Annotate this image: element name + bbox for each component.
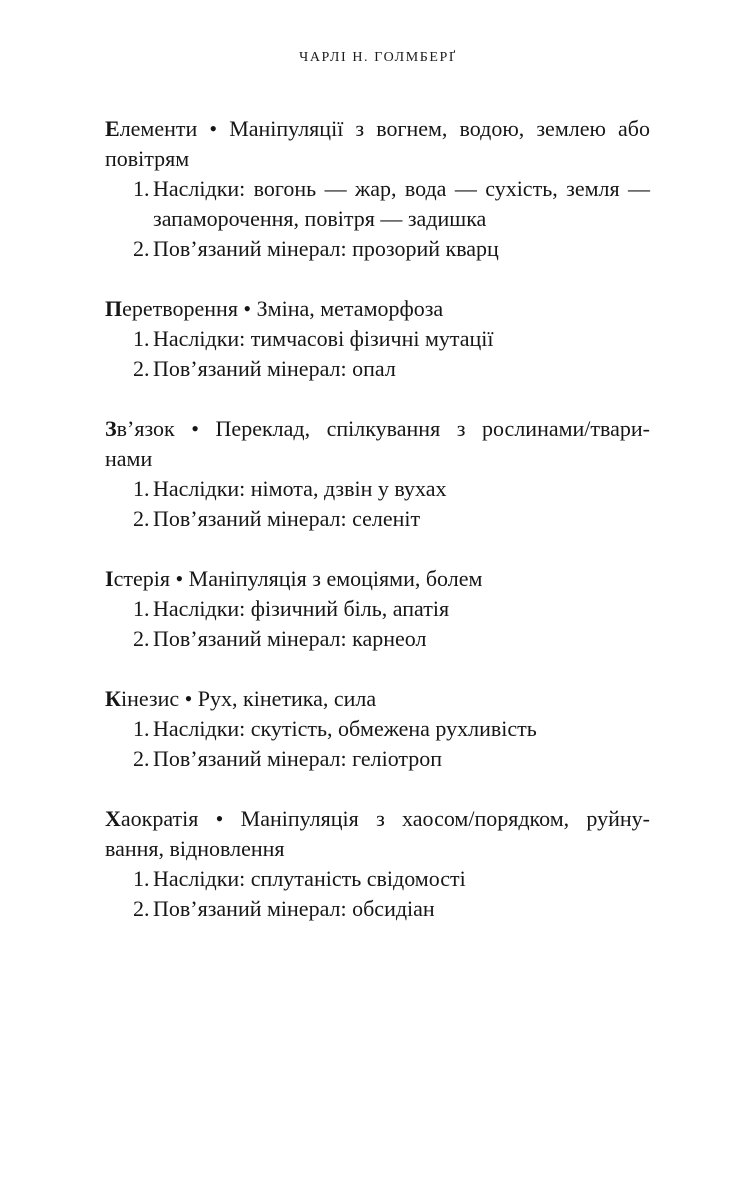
running-head: ЧАРЛІ Н. ГОЛМБЕРҐ [299, 50, 457, 65]
discipline-list [105, 714, 650, 774]
item-text [153, 744, 650, 774]
item-text [153, 234, 650, 264]
discipline-list [105, 474, 650, 534]
discipline-heading [105, 294, 650, 324]
heading-line: вання, відновлення [105, 836, 285, 861]
list-item [133, 504, 650, 534]
item-text [153, 864, 650, 894]
item-number: 2. [133, 236, 150, 261]
item-line: Наслідки: німота, дзвін у вухах [153, 476, 447, 501]
item-line: Пов’язаний мінерал: обсидіан [153, 896, 435, 921]
list-item [133, 594, 650, 624]
heading-line-text: лементи • Маніпуляції з вогнем, водою, землею або [119, 116, 650, 141]
item-number: 1. [133, 476, 150, 501]
discipline-heading [105, 804, 650, 864]
item-line: Наслідки: тимчасові фізичні мутації [153, 326, 494, 351]
item-number: 1. [133, 716, 150, 741]
item-text [153, 174, 650, 234]
list-item [133, 324, 650, 354]
discipline-section [105, 804, 650, 924]
page-content [0, 114, 756, 924]
item-number: 1. [133, 176, 150, 201]
heading-line-text: в’язок • Переклад, спілкування з рослинами/твари- [116, 416, 650, 441]
discipline-list [105, 594, 650, 654]
list-item [133, 894, 650, 924]
item-line: Наслідки: сплутаність свідомості [153, 866, 466, 891]
item-text [153, 474, 650, 504]
item-text [153, 354, 650, 384]
heading-line: повітрям [105, 146, 190, 171]
heading-line-text: еретворення • Зміна, метаморфоза [122, 296, 444, 321]
discipline-initial: Е [105, 116, 120, 141]
item-number: 1. [133, 866, 150, 891]
list-item [133, 474, 650, 504]
item-line: Наслідки: фізичний біль, апатія [153, 596, 450, 621]
item-line: Пов’язаний мінерал: карнеол [153, 626, 427, 651]
list-item [133, 864, 650, 894]
item-line: Наслідки: вогонь — жар, вода — сухість, земля — [153, 176, 650, 201]
list-item [133, 174, 650, 234]
list-item [133, 624, 650, 654]
item-number: 2. [133, 356, 150, 381]
item-text [153, 594, 650, 624]
heading-line [105, 804, 650, 834]
discipline-initial: З [105, 416, 117, 441]
item-text [153, 624, 650, 654]
heading-line-text: аократія • Маніпуляція з хаосом/порядком, руйну- [120, 806, 650, 831]
heading-line [105, 114, 650, 144]
item-number: 2. [133, 626, 150, 651]
item-line: Пов’язаний мінерал: геліотроп [153, 746, 443, 771]
discipline-heading [105, 114, 650, 174]
heading-line-text: стерія • Маніпуляція з емоціями, болем [113, 566, 483, 591]
item-line: Пов’язаний мінерал: прозорий кварц [153, 236, 499, 261]
list-item [133, 354, 650, 384]
discipline-heading [105, 684, 650, 714]
item-number: 2. [133, 896, 150, 921]
discipline-initial: І [105, 566, 114, 591]
list-item [133, 234, 650, 264]
heading-line [105, 294, 650, 324]
list-item [133, 714, 650, 744]
discipline-initial: К [105, 686, 121, 711]
discipline-list [105, 174, 650, 264]
heading-line-text: інезис • Рух, кінетика, сила [120, 686, 377, 711]
discipline-heading [105, 564, 650, 594]
heading-line [105, 684, 650, 714]
discipline-heading [105, 414, 650, 474]
discipline-section [105, 564, 650, 654]
discipline-section [105, 114, 650, 264]
item-line: Пов’язаний мінерал: селеніт [153, 506, 421, 531]
item-line: Пов’язаний мінерал: опал [153, 356, 396, 381]
heading-line [105, 414, 650, 444]
item-text [153, 894, 650, 924]
discipline-section [105, 684, 650, 774]
discipline-list [105, 864, 650, 924]
item-number: 1. [133, 326, 150, 351]
item-text [153, 714, 650, 744]
discipline-initial: П [105, 296, 123, 321]
heading-line [105, 564, 650, 594]
item-text [153, 324, 650, 354]
heading-line: нами [105, 446, 153, 471]
item-number: 2. [133, 506, 150, 531]
item-number: 1. [133, 596, 150, 621]
list-item [133, 744, 650, 774]
discipline-list [105, 324, 650, 384]
discipline-section [105, 414, 650, 534]
item-text [153, 504, 650, 534]
item-number: 2. [133, 746, 150, 771]
item-line: запаморочення, повітря — задишка [153, 206, 487, 231]
item-line: Наслідки: скутість, обмежена рухливість [153, 716, 537, 741]
discipline-section [105, 294, 650, 384]
discipline-initial: Х [105, 806, 121, 831]
